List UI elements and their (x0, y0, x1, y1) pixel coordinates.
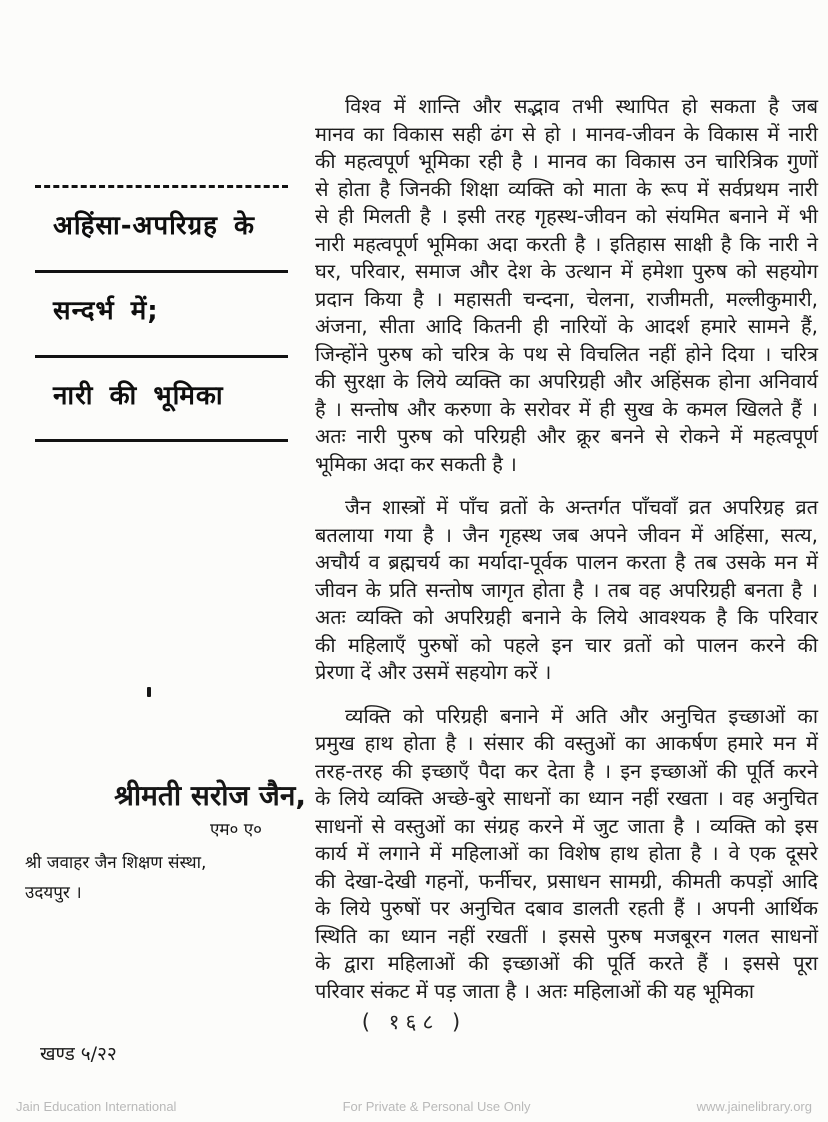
article-body (315, 93, 818, 1005)
paragraph (315, 93, 818, 478)
text-line: से होता है जिनकी शिक्षा व्यक्ति को माता के रूप में सर्वप्रथम नारी (315, 176, 818, 201)
scan-footer (0, 1099, 828, 1114)
text-line: अतः व्यक्ति को अपरिग्रही बनाने के लिये आवश्यक है कि परिवार (315, 605, 818, 629)
article-title-line-1: अहिंसा-अपरिग्रह के (53, 211, 255, 241)
text-line: विश्व में शान्ति और सद्भाव तभी स्थापित हो सकता है जब (345, 94, 818, 118)
article-title-line-2: सन्दर्भ में; (53, 295, 159, 326)
text-line: की महिलाएँ पुरुषों को पहले इन चार व्रतों को पालन करने की (315, 632, 818, 657)
text-line: अचौर्य व ब्रह्मचर्य का मर्यादा-पूर्वक पालन करता है तब उसके मन में (315, 550, 818, 574)
text-line: की महत्वपूर्ण भूमिका रही है । मानव का विकास उन चारित्रिक गुणों (315, 149, 818, 173)
author-block (22, 778, 312, 903)
author-affiliation: श्री जवाहर जैन शिक्षण संस्था, (25, 853, 207, 873)
section-label: खण्ड ५/२२ (40, 1043, 117, 1065)
author-city: उदयपुर । (25, 883, 82, 903)
text-line: जीवन के प्रति सन्तोष जागृत होता है । तब वह अपरिग्रही बनता है । (315, 577, 818, 602)
text-line: स्थिति का ध्यान नहीं रखतीं । इससे पुरुष मजबूरन गलत साधनों (315, 923, 818, 948)
title-rule-bottom (35, 439, 288, 442)
text-line: अंजना, सीता आदि कितनी ही नारियों के आदर्श हमारे सामने हैं, (315, 314, 818, 338)
text-line: अतः नारी पुरुष को परिग्रही और क्रूर बनने से रोकने में महत्वपूर्ण (315, 424, 818, 448)
ink-speck (147, 687, 151, 697)
text-line: कार्य में लगाने में महिलाओं का विशेष हाथ होता है । वे एक दूसरे (315, 841, 818, 865)
footer-center-text: For Private & Personal Use Only (342, 1099, 531, 1114)
page-number: ( १६८ ) (361, 1010, 467, 1034)
text-line: के लिये पुरुषों पर अनुचित दबाव डालती रहती हैं । अपनी आर्थिक (315, 896, 818, 920)
footer-left-text: Jain Education International (16, 1099, 177, 1114)
footer-right-text: www.jainelibrary.org (696, 1099, 812, 1114)
text-line: भूमिका अदा कर सकती है । (315, 451, 517, 476)
author-degree: एम० ए० (209, 820, 262, 840)
paragraph (315, 494, 818, 687)
text-line: प्रदान किया है । महासती चन्दना, चेलना, राजीमती, मल्लीकुमारी, (315, 286, 818, 311)
text-line: प्रेरणा दें और उसमें सहयोग करें । (315, 660, 552, 684)
text-line: परिवार संकट में पड़ जाता है । अतः महिलाओं की यह भूमिका (315, 978, 755, 1003)
text-line: के लिये व्यक्ति अच्छे-बुरे साधनों का ध्यान नहीं रखता । वह अनुचित (315, 786, 818, 810)
text-line: जैन शास्त्रों में पाँच व्रतों के अन्तर्गत पाँचवाँ व्रत अपरिग्रह व्रत (345, 495, 818, 519)
text-line: साधनों से वस्तुओं का संग्रह करने में जुट जाता है । व्यक्ति को इस (315, 813, 818, 838)
text-line: तरह-तरह की इच्छाएँ पैदा कर देता है । इन इच्छाओं की पूर्ति करने (315, 758, 818, 783)
text-line: जिन्होंने पुरुष को चरित्र के पथ से विचलित नहीं होने दिया । चरित्र (315, 341, 818, 366)
text-line: प्रमुख हाथ होता है । संसार की वस्तुओं का आकर्षण हमारे मन में (315, 731, 818, 755)
text-line: की देखा-देखी गहनों, फर्नीचर, प्रसाधन सामग्री, कीमती कपड़ों आदि (315, 868, 818, 893)
text-line: नारी महत्वपूर्ण भूमिका अदा करती है । इतिहास साक्षी है कि नारी ने (315, 231, 818, 256)
author-name: श्रीमती सरोज जैन, (114, 779, 306, 812)
article-title-block (35, 185, 288, 442)
paragraph (315, 703, 818, 1006)
text-line: के द्वारा महिलाओं की इच्छाओं की पूर्ति करते हैं । इससे पूरा (315, 951, 818, 975)
text-line: घर, परिवार, समाज और देश के उत्थान में हमेशा पुरुष को सहयोग (315, 259, 818, 283)
text-line: से ही मिलती है । इसी तरह गृहस्थ-जीवन को संयमित बनाने में भी (315, 204, 818, 228)
text-line: बतलाया गया है । जैन गृहस्थ जब अपने जीवन में अहिंसा, सत्य, (315, 522, 818, 547)
text-line: व्यक्ति को परिग्रही बनाने में अति और अनुचित इच्छाओं का (345, 703, 818, 728)
text-line: मानव का विकास सही ढंग से हो । मानव-जीवन के विकास में नारी (315, 121, 818, 146)
text-line: की सुरक्षा के लिये व्यक्ति का अपरिग्रही और अहिंसक होना अनिवार्य (315, 369, 818, 393)
article-title-line-3: नारी की भूमिका (53, 380, 224, 411)
text-line: है । सन्तोष और करुणा के सरोवर में ही सुख के कमल खिलते हैं । (315, 396, 818, 421)
